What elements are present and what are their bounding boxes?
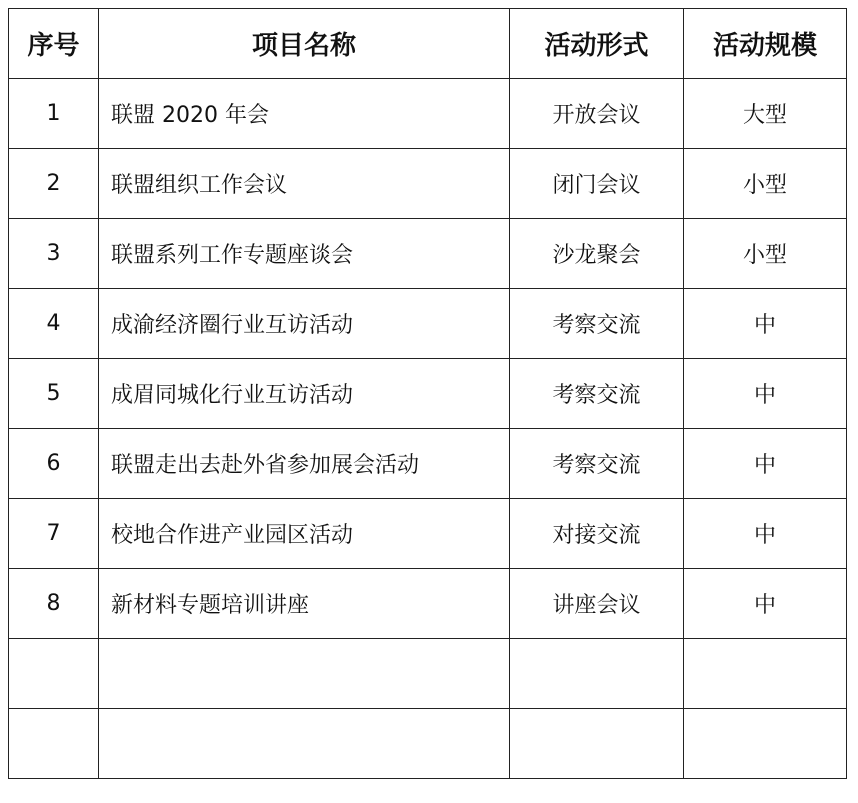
row-scale: 中 [684, 289, 847, 359]
header-form: 活动形式 [510, 9, 684, 79]
table-row [9, 149, 847, 219]
row-name: 联盟 2020 年会 [99, 79, 510, 149]
row-no: 5 [9, 359, 99, 429]
row-form [510, 639, 684, 709]
table-row [9, 429, 847, 499]
row-no [9, 639, 99, 709]
row-no: 1 [9, 79, 99, 149]
row-name: 校地合作进产业园区活动 [99, 499, 510, 569]
row-scale: 中 [684, 569, 847, 639]
row-scale: 中 [684, 499, 847, 569]
row-scale [684, 709, 847, 779]
header-no: 序号 [9, 9, 99, 79]
row-scale [684, 639, 847, 709]
row-form: 考察交流 [510, 289, 684, 359]
row-scale: 中 [684, 359, 847, 429]
row-no: 6 [9, 429, 99, 499]
row-no: 8 [9, 569, 99, 639]
row-form: 考察交流 [510, 429, 684, 499]
row-no [9, 709, 99, 779]
row-no: 3 [9, 219, 99, 289]
table-row-empty [9, 639, 847, 709]
row-no: 2 [9, 149, 99, 219]
row-name [99, 709, 510, 779]
row-form: 讲座会议 [510, 569, 684, 639]
row-no: 7 [9, 499, 99, 569]
table-row [9, 359, 847, 429]
row-form: 闭门会议 [510, 149, 684, 219]
row-name: 新材料专题培训讲座 [99, 569, 510, 639]
table-row [9, 219, 847, 289]
row-name: 成渝经济圈行业互访活动 [99, 289, 510, 359]
row-name [99, 639, 510, 709]
header-name: 项目名称 [99, 9, 510, 79]
table-row [9, 79, 847, 149]
table-row [9, 569, 847, 639]
row-scale: 大型 [684, 79, 847, 149]
table-row [9, 289, 847, 359]
activity-table-container [8, 8, 846, 779]
row-form: 考察交流 [510, 359, 684, 429]
row-no: 4 [9, 289, 99, 359]
row-form: 沙龙聚会 [510, 219, 684, 289]
table-header-row [9, 9, 847, 79]
row-scale: 小型 [684, 149, 847, 219]
table-row [9, 499, 847, 569]
table-row-empty [9, 709, 847, 779]
row-name: 成眉同城化行业互访活动 [99, 359, 510, 429]
row-form [510, 709, 684, 779]
row-scale: 中 [684, 429, 847, 499]
row-name: 联盟系列工作专题座谈会 [99, 219, 510, 289]
row-name: 联盟组织工作会议 [99, 149, 510, 219]
row-form: 对接交流 [510, 499, 684, 569]
row-form: 开放会议 [510, 79, 684, 149]
header-scale: 活动规模 [684, 9, 847, 79]
row-scale: 小型 [684, 219, 847, 289]
activity-table [8, 8, 847, 779]
row-name: 联盟走出去赴外省参加展会活动 [99, 429, 510, 499]
